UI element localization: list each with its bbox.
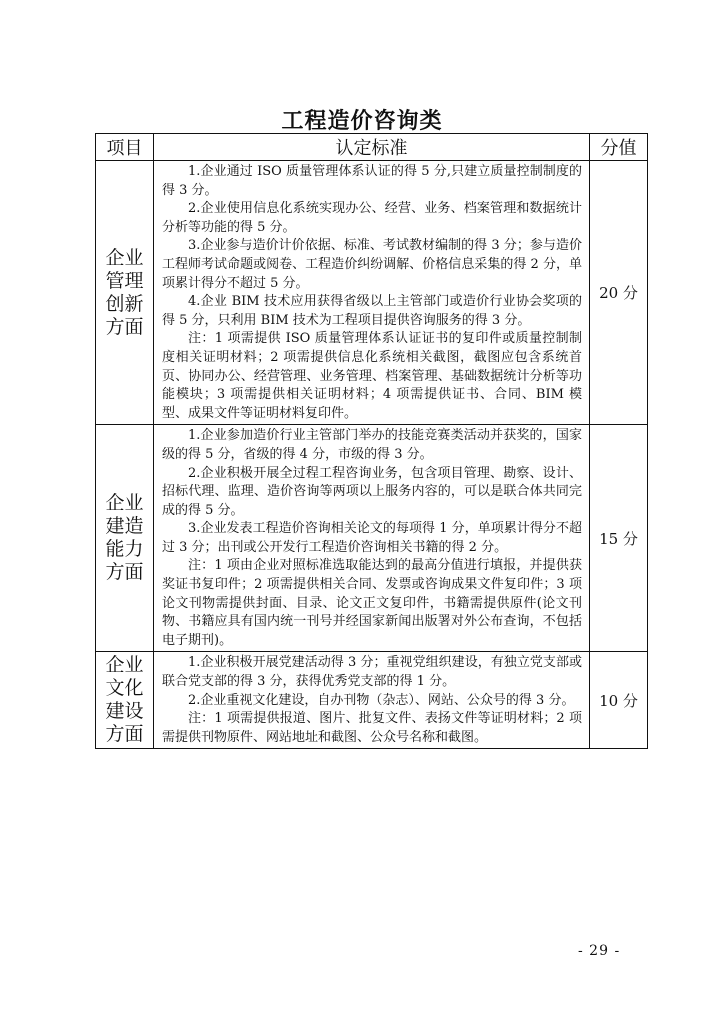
criteria-note: 注：1 项由企业对照标准选取能达到的最高分值进行填报，并提供获奖证书复印件；2 项需提供相关合同、发票或咨询成果文件复印件；3 项论文刊物需提供封面、目录、论文正文复印件，书籍需提供原件(论文刊物、书籍应具有国内统一刊号并经国家新闻出版署对外公布查询，不包括电子期刊)。	[162, 558, 582, 648]
criteria-note: 注：1 项需提供报道、图片、批复文件、表扬文件等证明材料；2 项需提供刊物原件、网站地址和截图、公众号名称和截图。	[162, 711, 582, 745]
criteria-cell	[154, 652, 590, 749]
category-cell	[96, 161, 154, 425]
header-criteria: 认定标准	[154, 134, 590, 161]
criteria-paragraph: 4.企业 BIM 技术应用获得省级以上主管部门或造价行业协会奖项的得 5 分，只利用 BIM 技术为工程项目提供咨询服务的得 3 分。	[162, 294, 582, 328]
category-cell	[96, 652, 154, 749]
table-row	[96, 161, 648, 425]
page-title: 工程造价咨询类	[281, 108, 443, 134]
criteria-table	[95, 133, 648, 749]
table-row	[96, 425, 648, 652]
criteria-paragraph: 3.企业发表工程造价咨询相关论文的每项得 1 分，单项累计得分不超过 3 分；出刊或公开发行工程造价咨询相关书籍的得 2 分。	[162, 521, 582, 555]
category-label: 企业管理创新方面	[105, 246, 144, 338]
category-cell	[96, 425, 154, 652]
category-label: 企业文化建设方面	[105, 654, 144, 746]
table-header-row	[96, 134, 648, 161]
criteria-paragraph: 1.企业参加造价行业主管部门举办的技能竞赛类活动并获奖的，国家级的得 5 分，省级的得 4 分，市级的得 3 分。	[162, 428, 582, 462]
criteria-paragraph: 1.企业积极开展党建活动得 3 分；重视党组织建设，有独立党支部或联合党支部的得 3 分，获得优秀党支部的得 1 分。	[162, 655, 582, 690]
criteria-paragraph: 2.企业使用信息化系统实现办公、经营、业务、档案管理和数据统计分析等功能的得 5 分。	[162, 201, 582, 235]
criteria-paragraph: 1.企业通过 ISO 质量管理体系认证的得 5 分,只建立质量控制制度的得 3 分。	[162, 164, 582, 198]
score-cell: 10 分	[590, 652, 648, 749]
table-row	[96, 652, 648, 749]
score-cell: 15 分	[590, 425, 648, 652]
criteria-paragraph: 2.企业积极开展全过程工程咨询业务，包含项目管理、勘察、设计、招标代理、监理、造价咨询等两项以上服务内容的，可以是联合体共同完成的得 5 分。	[162, 465, 582, 518]
category-label: 企业建造能力方面	[105, 492, 144, 584]
criteria-paragraph: 2.企业重视文化建设，自办刊物（杂志）、网站、公众号的得 3 分。	[188, 692, 575, 708]
criteria-cell	[154, 425, 590, 652]
criteria-paragraph: 3.企业参与造价计价依据、标准、考试教材编制的得 3 分；参与造价工程师考试命题或阅卷、工程造价纠纷调解、价格信息采集的得 2 分，单项累计得分不超过 5 分。	[162, 238, 582, 291]
criteria-note: 注：1 项需提供 ISO 质量管理体系认证证书的复印件或质量控制制度相关证明材料；2 项需提供信息化系统相关截图，截图应包含系统首页、协同办公、经营管理、业务管理、档案管理、基础数据统计分析等功能模块；3 项需提供相关证明材料；4 项需提供证书、合同、BIM 模型、成果文件等证明材料复印件。	[162, 331, 582, 421]
header-score: 分值	[590, 134, 648, 161]
page-number: - 29 -	[578, 943, 621, 959]
criteria-cell	[154, 161, 590, 425]
score-cell: 20 分	[590, 161, 648, 425]
header-item: 项目	[96, 134, 154, 161]
